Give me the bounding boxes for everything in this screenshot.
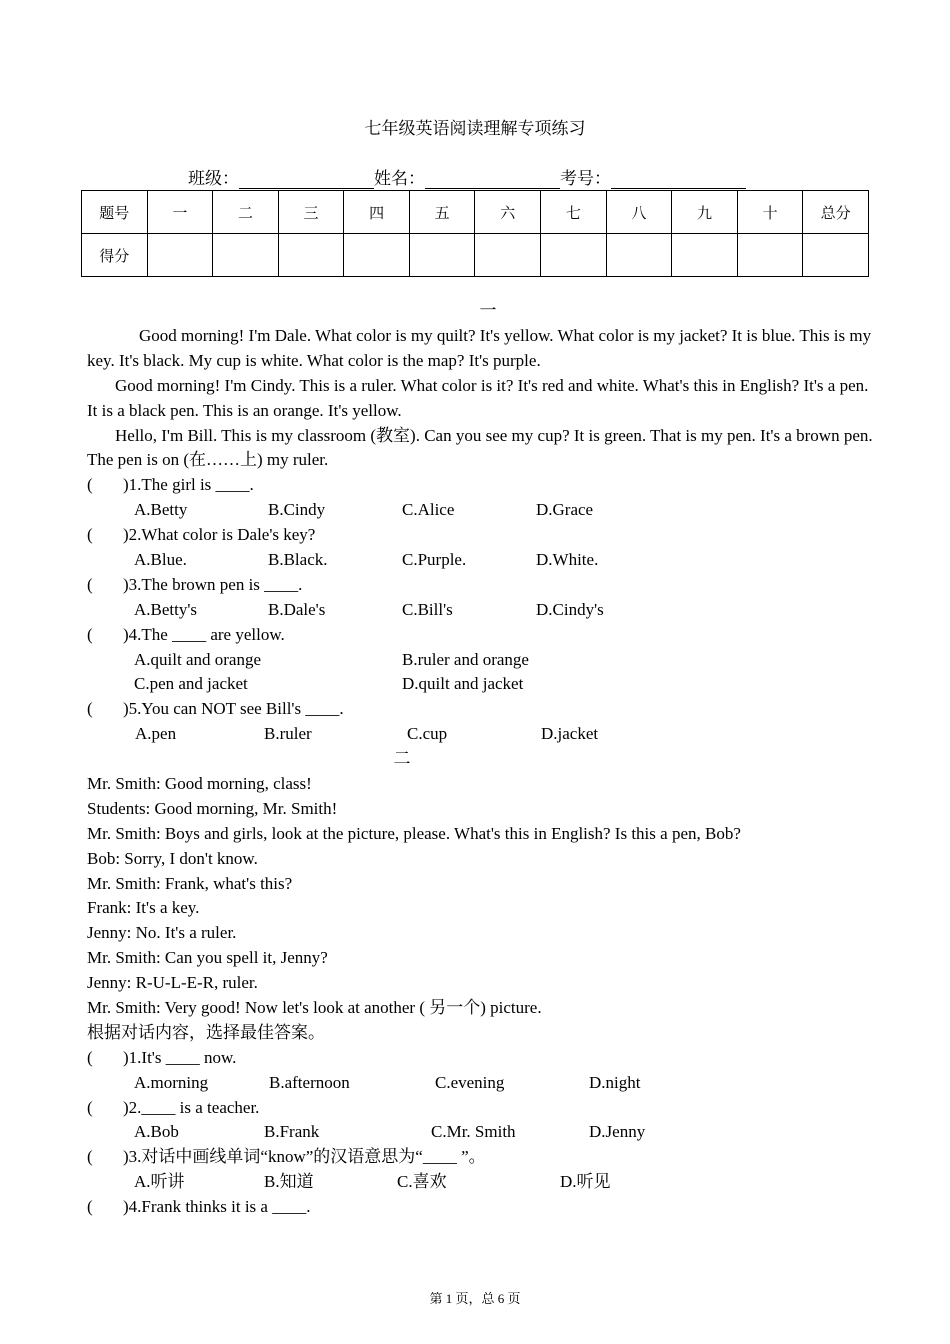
score-cell[interactable]: [147, 234, 213, 277]
question: [87, 573, 877, 598]
option[interactable]: C.Purple.: [402, 550, 467, 569]
options-row: [87, 1120, 877, 1145]
question-text: )4.The ____ are yellow.: [123, 624, 285, 644]
score-row-label: 得分: [82, 234, 148, 277]
answer-bracket[interactable]: (: [87, 525, 93, 545]
question: [87, 623, 877, 648]
score-header-cell: 二: [213, 191, 279, 234]
options-row: [87, 672, 877, 697]
question-text: )2.What color is Dale's key?: [123, 525, 316, 545]
document-body: [87, 299, 877, 1220]
class-label: 班级：: [188, 169, 239, 188]
score-cell[interactable]: [803, 234, 869, 277]
score-header-cell: 九: [672, 191, 738, 234]
answer-bracket[interactable]: (: [87, 1147, 93, 1167]
score-cell[interactable]: [475, 234, 541, 277]
option[interactable]: D.jacket: [541, 724, 599, 744]
option[interactable]: C.Alice: [402, 500, 455, 520]
score-header-cell: 总分: [803, 191, 869, 234]
answer-bracket[interactable]: (: [87, 624, 93, 644]
score-cell[interactable]: [737, 234, 803, 277]
score-header-cell: 三: [278, 191, 344, 234]
passage-paragraph: Hello, I'm Bill. This is my classroom (教室). Can you see my cup? It is green. That is my pen. It's a brown pen. The pen is on (在……上) my ruler.: [87, 425, 873, 470]
page-footer: 第 1 页，总 6 页: [429, 1291, 521, 1306]
name-label: 姓名：: [374, 169, 425, 188]
question-text: )5.You can NOT see Bill's ____.: [123, 699, 344, 719]
question-text: )4.Frank thinks it is a ____.: [123, 1197, 311, 1217]
answer-bracket[interactable]: (: [87, 1047, 93, 1067]
score-header-cell: 一: [147, 191, 213, 234]
option[interactable]: B.知道: [264, 1172, 314, 1192]
option[interactable]: C.Mr. Smith: [431, 1122, 516, 1142]
option[interactable]: A.Betty's: [134, 599, 198, 619]
passage-paragraph: Good morning! I'm Cindy. This is a ruler. What color is it? It's red and white. What's this in English? It's a pen. It is a black pen. This is an orange. It's yellow.: [87, 375, 869, 420]
option[interactable]: D.Grace: [536, 500, 594, 520]
option[interactable]: C.喜欢: [397, 1172, 447, 1192]
option[interactable]: B.Cindy: [268, 500, 326, 520]
question: [87, 473, 877, 498]
score-cell[interactable]: [278, 234, 344, 277]
section-heading: 一: [479, 301, 497, 320]
passage-paragraph: Good morning! I'm Dale. What color is my quilt? It's yellow. What color is my jacket? It is blue. This is my key. It's black. My cup is white. What color is the map? It's purple.: [87, 325, 872, 370]
number-label: 考号：: [560, 169, 611, 188]
question-text: )2.____ is a teacher.: [123, 1097, 260, 1117]
answer-bracket[interactable]: (: [87, 1097, 93, 1117]
question-text: )3.对话中画线单词“know”的汉语意思为“____ ”。: [123, 1147, 486, 1167]
question-text: )3.The brown pen is ____.: [123, 574, 303, 594]
options-row: [87, 548, 877, 573]
option[interactable]: B.ruler and orange: [402, 649, 529, 669]
option[interactable]: B.afternoon: [269, 1072, 350, 1092]
option[interactable]: B.Black.: [268, 550, 328, 569]
option[interactable]: B.Frank: [264, 1122, 320, 1142]
score-header-cell: 六: [475, 191, 541, 234]
question: [87, 697, 877, 722]
answer-bracket[interactable]: (: [87, 475, 93, 495]
question: [87, 1195, 877, 1220]
instruction: 根据对话内容，选择最佳答案。: [87, 1022, 325, 1042]
score-cell[interactable]: [541, 234, 607, 277]
option[interactable]: C.evening: [435, 1072, 505, 1092]
score-cell[interactable]: [344, 234, 410, 277]
dialogue-line: Jenny: No. It's a ruler.: [87, 923, 237, 943]
options-row: [87, 498, 877, 523]
option[interactable]: A.quilt and orange: [134, 649, 261, 669]
question-text: )1.The girl is ____.: [123, 475, 254, 495]
option[interactable]: A.Blue.: [134, 550, 187, 569]
score-cell[interactable]: [213, 234, 279, 277]
options-row: [87, 1170, 877, 1195]
dialogue-line: Students: Good morning, Mr. Smith!: [87, 798, 338, 818]
dialogue-line: Jenny: R-U-L-E-R, ruler.: [87, 973, 258, 993]
score-header-cell: 七: [541, 191, 607, 234]
option[interactable]: A.听讲: [134, 1172, 185, 1192]
question: [87, 523, 877, 548]
score-header-row: [82, 191, 869, 234]
option[interactable]: A.pen: [135, 724, 177, 744]
dialogue-line: Mr. Smith: Very good! Now let's look at another ( 另一个) picture.: [87, 998, 542, 1018]
score-row: [82, 234, 869, 277]
option[interactable]: D.Cindy's: [536, 599, 604, 619]
options-row: [87, 722, 877, 747]
question: [87, 1046, 877, 1071]
dialogue-line: Mr. Smith: Boys and girls, look at the picture, please. What's this in English? Is this a pen, Bob?: [87, 823, 741, 843]
option[interactable]: C.cup: [407, 724, 448, 744]
option[interactable]: D.night: [589, 1072, 641, 1092]
page-title: 七年级英语阅读理解专项练习: [364, 119, 586, 138]
option[interactable]: B.Dale's: [268, 599, 326, 619]
option[interactable]: A.Bob: [134, 1122, 179, 1142]
dialogue-line: Mr. Smith: Can you spell it, Jenny?: [87, 948, 328, 968]
option[interactable]: A.Betty: [134, 500, 188, 520]
dialogue-line: Frank: It's a key.: [87, 898, 200, 918]
options-row: [87, 598, 877, 623]
score-cell[interactable]: [409, 234, 475, 277]
question: [87, 1096, 877, 1121]
options-row: [87, 648, 877, 673]
option[interactable]: B.ruler: [264, 724, 312, 744]
score-header-cell: 八: [606, 191, 672, 234]
answer-bracket[interactable]: (: [87, 574, 93, 594]
score-header-cell: 五: [409, 191, 475, 234]
option[interactable]: A.morning: [134, 1072, 209, 1092]
option[interactable]: D.quilt and jacket: [402, 674, 524, 694]
dialogue-line: Mr. Smith: Frank, what's this?: [87, 873, 293, 893]
score-header-cell: 四: [344, 191, 410, 234]
number-blank[interactable]: [611, 170, 746, 189]
answer-bracket[interactable]: (: [87, 699, 93, 719]
score-header-cell: 题号: [82, 191, 148, 234]
name-blank[interactable]: [425, 170, 560, 189]
options-row: [87, 1071, 877, 1096]
option[interactable]: D.听见: [560, 1172, 611, 1192]
answer-bracket[interactable]: (: [87, 1197, 93, 1217]
question-text: )1.It's ____ now.: [123, 1047, 237, 1067]
option[interactable]: D.White.: [536, 550, 599, 569]
dialogue-line: Bob: Sorry, I don't know.: [87, 848, 258, 868]
score-cell[interactable]: [672, 234, 738, 277]
section-heading: 二: [393, 749, 411, 769]
class-blank[interactable]: [239, 170, 374, 189]
option[interactable]: D.Jenny: [589, 1122, 646, 1142]
option[interactable]: C.pen and jacket: [134, 674, 248, 694]
dialogue-line: Mr. Smith: Good morning, class!: [87, 774, 312, 794]
student-info: [188, 164, 746, 189]
question: [87, 1145, 877, 1170]
score-cell[interactable]: [606, 234, 672, 277]
score-header-cell: 十: [737, 191, 803, 234]
score-table: [81, 190, 869, 277]
option[interactable]: C.Bill's: [402, 599, 453, 619]
